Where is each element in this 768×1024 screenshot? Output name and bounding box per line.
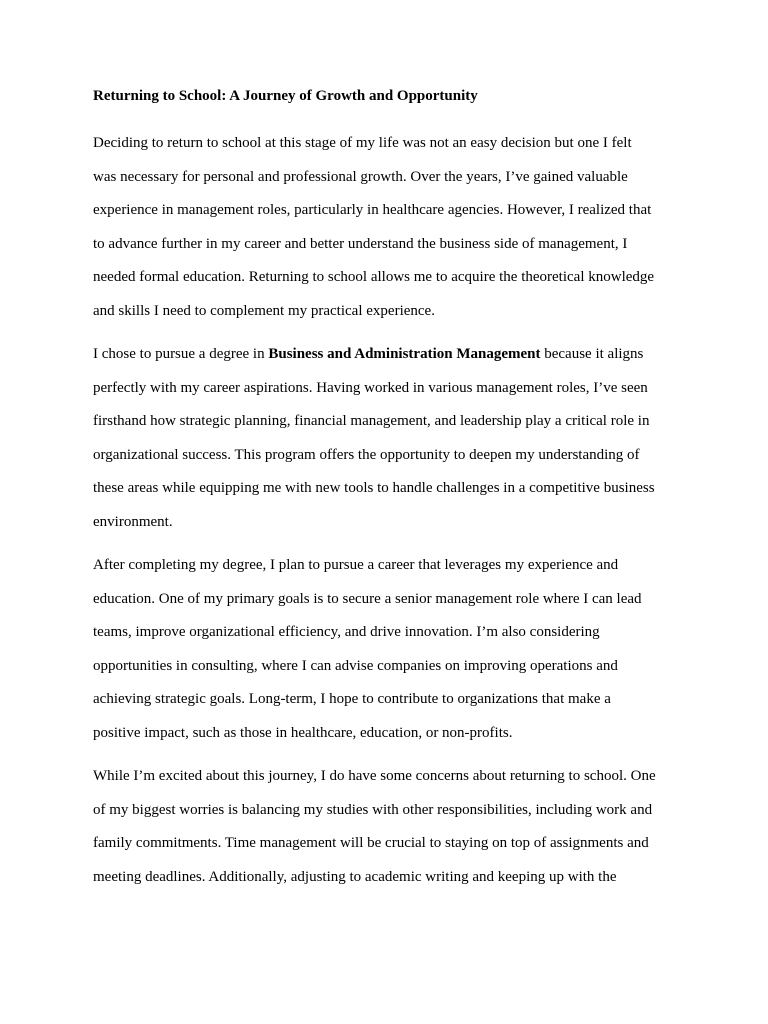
paragraph-2 [93,338,683,539]
text-line: needed formal education. Returning to school allows me to acquire the theoretical knowledge [93,269,655,285]
degree-name-bold: Business and Administration Management [268,346,541,362]
text-line: and skills I need to complement my practical experience. [93,302,435,319]
text-line: family commitments. Time management will be crucial to staying on top of assignments and [93,835,649,851]
text-line: experience in management roles, particularly in healthcare agencies. However, I realized that [93,202,652,218]
text-line: of my biggest worries is balancing my studies with other responsibilities, including work and [93,801,653,818]
text-run: because it aligns [540,346,644,362]
text-line [93,338,683,372]
document-page [93,84,683,904]
text-line: achieving strategic goals. Long-term, I hope to contribute to organizations that make a [93,691,611,707]
text-line: teams, improve organizational efficiency, and drive innovation. I’m also considering [93,624,600,640]
document-title: Returning to School: A Journey of Growth and Opportunity [93,88,478,104]
text-line: firsthand how strategic planning, financial management, and leadership play a critical role in [93,413,650,429]
text-line: positive impact, such as those in healthcare, education, or non-profits. [93,724,513,741]
text-line: Deciding to return to school at this stage of my life was not an easy decision but one I felt [93,135,632,151]
text-line: to advance further in my career and better understand the business side of management, I [93,235,628,252]
text-line: organizational success. This program offers the opportunity to deepen my understanding of [93,446,640,463]
paragraph-3 [93,549,683,750]
text-line: was necessary for personal and professional growth. Over the years, I’ve gained valuable [93,168,628,185]
paragraph-4 [93,760,683,894]
text-line: these areas while equipping me with new tools to handle challenges in a competitive business [93,480,655,496]
text-line: meeting deadlines. Additionally, adjusting to academic writing and keeping up with the [93,868,617,885]
text-line: opportunities in consulting, where I can advise companies on improving operations and [93,657,618,674]
text-line: environment. [93,513,173,530]
text-run: I chose to pursue a degree in [93,346,269,362]
text-line: education. One of my primary goals is to secure a senior management role where I can lead [93,590,642,607]
text-line: After completing my degree, I plan to pursue a career that leverages my experience and [93,557,619,573]
text-line: perfectly with my career aspirations. Having worked in various management roles, I’ve seen [93,379,648,396]
paragraph-1 [93,127,683,328]
text-line: While I’m excited about this journey, I do have some concerns about returning to school. One [93,768,656,784]
